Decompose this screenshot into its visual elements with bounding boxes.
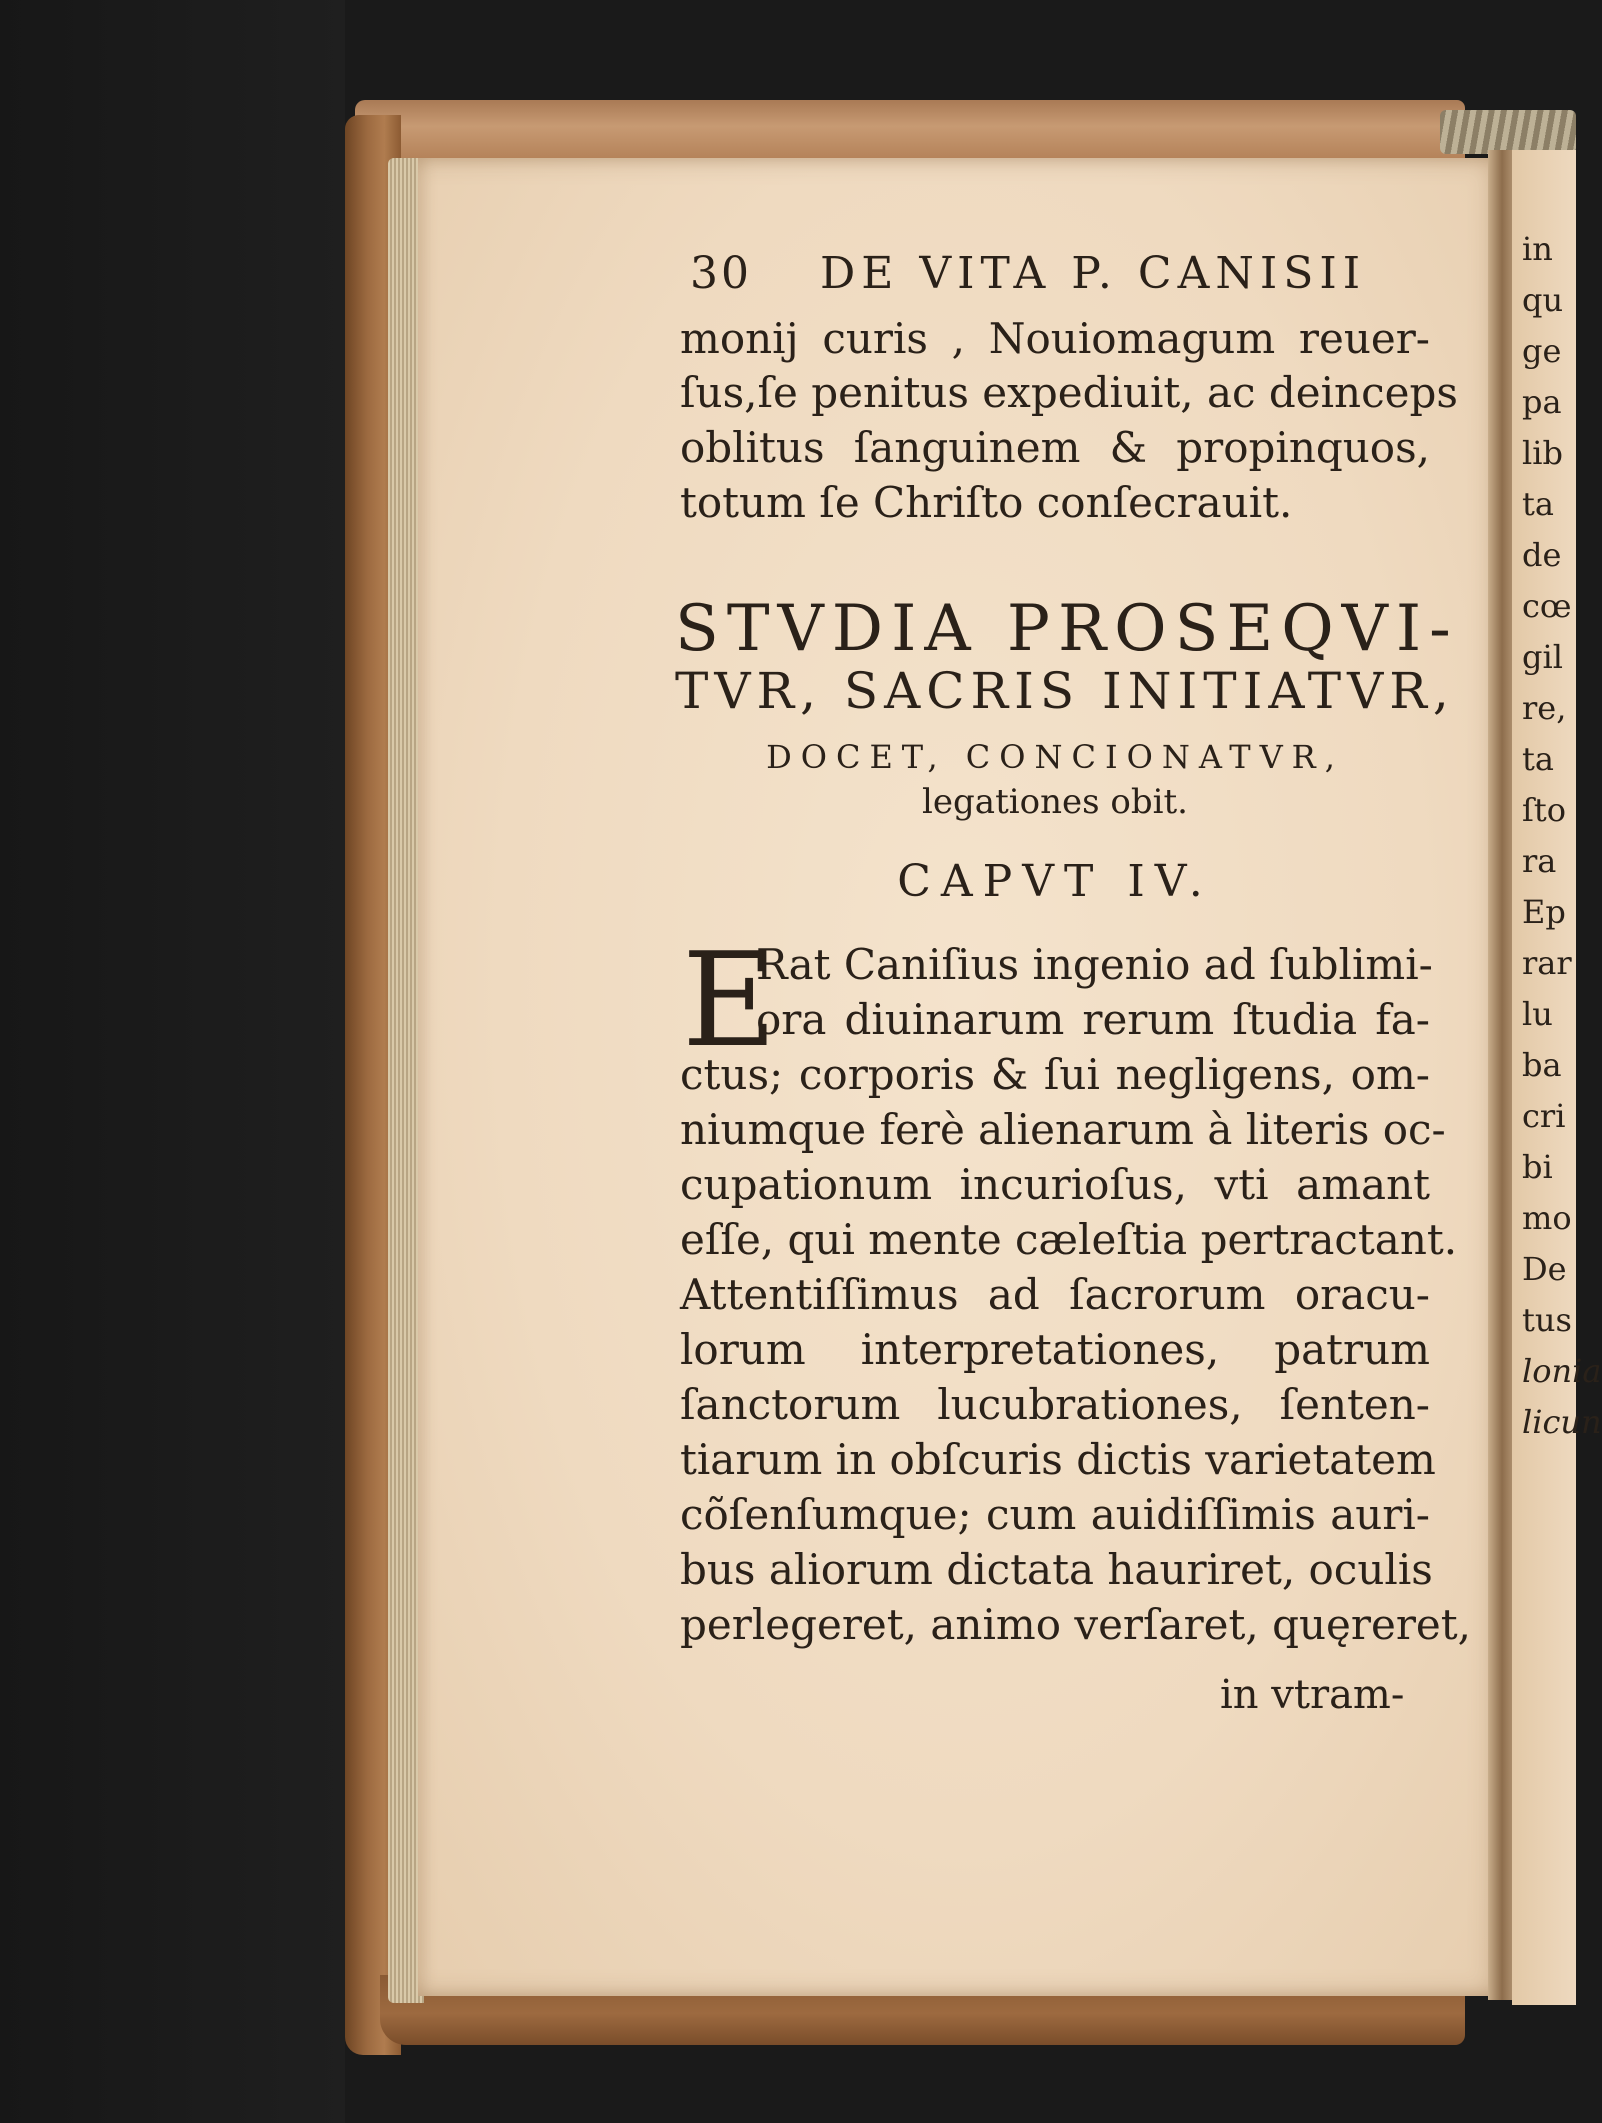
facing-page-fragment: ta	[1522, 740, 1554, 778]
chapter-title: CAPVT IV.	[897, 856, 1213, 907]
facing-page-fragment: re,	[1522, 689, 1567, 727]
binding-cords	[1440, 110, 1576, 154]
text-line: bus aliorum dictata hauriret, oculis	[680, 1545, 1433, 1594]
text-line: niumque ferè alienarum à literis oc-	[680, 1105, 1446, 1154]
facing-page-fragment: ſto	[1522, 791, 1566, 829]
text-line: ora diuinarum rerum ſtudia fa-	[756, 995, 1430, 1044]
section-heading-line-4: legationes obit.	[922, 782, 1188, 822]
facing-page-fragment: lib	[1522, 434, 1563, 472]
facing-page-fragment: cœ	[1522, 587, 1572, 625]
facing-page-fragment: rar	[1522, 944, 1572, 982]
facing-page-fragment: mo	[1522, 1199, 1572, 1237]
text-line: eſſe, qui mente cæleſtia pertractant.	[680, 1215, 1458, 1264]
facing-page-fragment: licun	[1522, 1403, 1602, 1441]
facing-page-fragment: ba	[1522, 1046, 1562, 1084]
drop-cap: E	[682, 924, 777, 1076]
section-heading-line-3: DOCET, CONCIONATVR,	[766, 738, 1344, 776]
facing-page-fragment: gil	[1522, 638, 1563, 676]
text-line: totum ſe Chriſto conſecrauit.	[680, 478, 1293, 527]
facing-page-fragment: bi	[1522, 1148, 1553, 1186]
facing-page-fragment: lonia	[1522, 1352, 1602, 1390]
facing-page-fragment: De	[1522, 1250, 1567, 1288]
facing-page-fragment: tus	[1522, 1301, 1572, 1339]
catchword: in vtram-	[1220, 1672, 1405, 1718]
section-heading-line-1: STVDIA PROSEQVI-	[675, 592, 1459, 666]
facing-page-fragment: cri	[1522, 1097, 1566, 1135]
text-line: tiarum in obſcuris dictis varietatem	[680, 1435, 1436, 1484]
facing-page-fragment: pa	[1522, 383, 1562, 421]
facing-page-fragment: ra	[1522, 842, 1557, 880]
text-line: ſanctorum lucubrationes, ſenten-	[680, 1380, 1430, 1429]
text-line: Attentiſſimus ad ſacrorum oracu-	[680, 1270, 1430, 1319]
facing-page-fragment: ge	[1522, 332, 1562, 370]
text-line: lorum interpretationes, patrum	[680, 1325, 1430, 1374]
running-title: DE VITA P. CANISII	[820, 248, 1367, 299]
dark-backdrop	[0, 0, 345, 2123]
text-line: oblitus ſanguinem & propinquos,	[680, 423, 1430, 472]
facing-page	[1512, 150, 1602, 2005]
cover-edge-top	[355, 100, 1465, 158]
section-heading-line-2: TVR, SACRIS INITIATVR,	[675, 662, 1455, 720]
page-number: 30	[690, 248, 752, 299]
text-line: Rat Caniſius ingenio ad ſublimi-	[756, 940, 1433, 989]
text-line: ctus; corporis & ſui negligens, om-	[680, 1050, 1430, 1099]
text-line: monij curis , Nouiomagum reuer-	[680, 314, 1430, 363]
facing-page-fragment: lu	[1522, 995, 1553, 1033]
facing-page-fragment: in	[1522, 230, 1553, 268]
facing-page-fragment: Ep	[1522, 893, 1566, 931]
text-line: perlegeret, animo verſaret, quęreret,	[680, 1600, 1471, 1649]
text-line: ſus,ſe penitus expediuit, ac deinceps	[680, 368, 1458, 417]
facing-page-fragment: ta	[1522, 485, 1554, 523]
facing-page-fragment: de	[1522, 536, 1562, 574]
text-line: cupationum incurioſus, vti amant	[680, 1160, 1430, 1209]
facing-page-fragment: qu	[1522, 281, 1564, 319]
text-line: cõſenſumque; cum auidiſſimis auri-	[680, 1490, 1430, 1539]
